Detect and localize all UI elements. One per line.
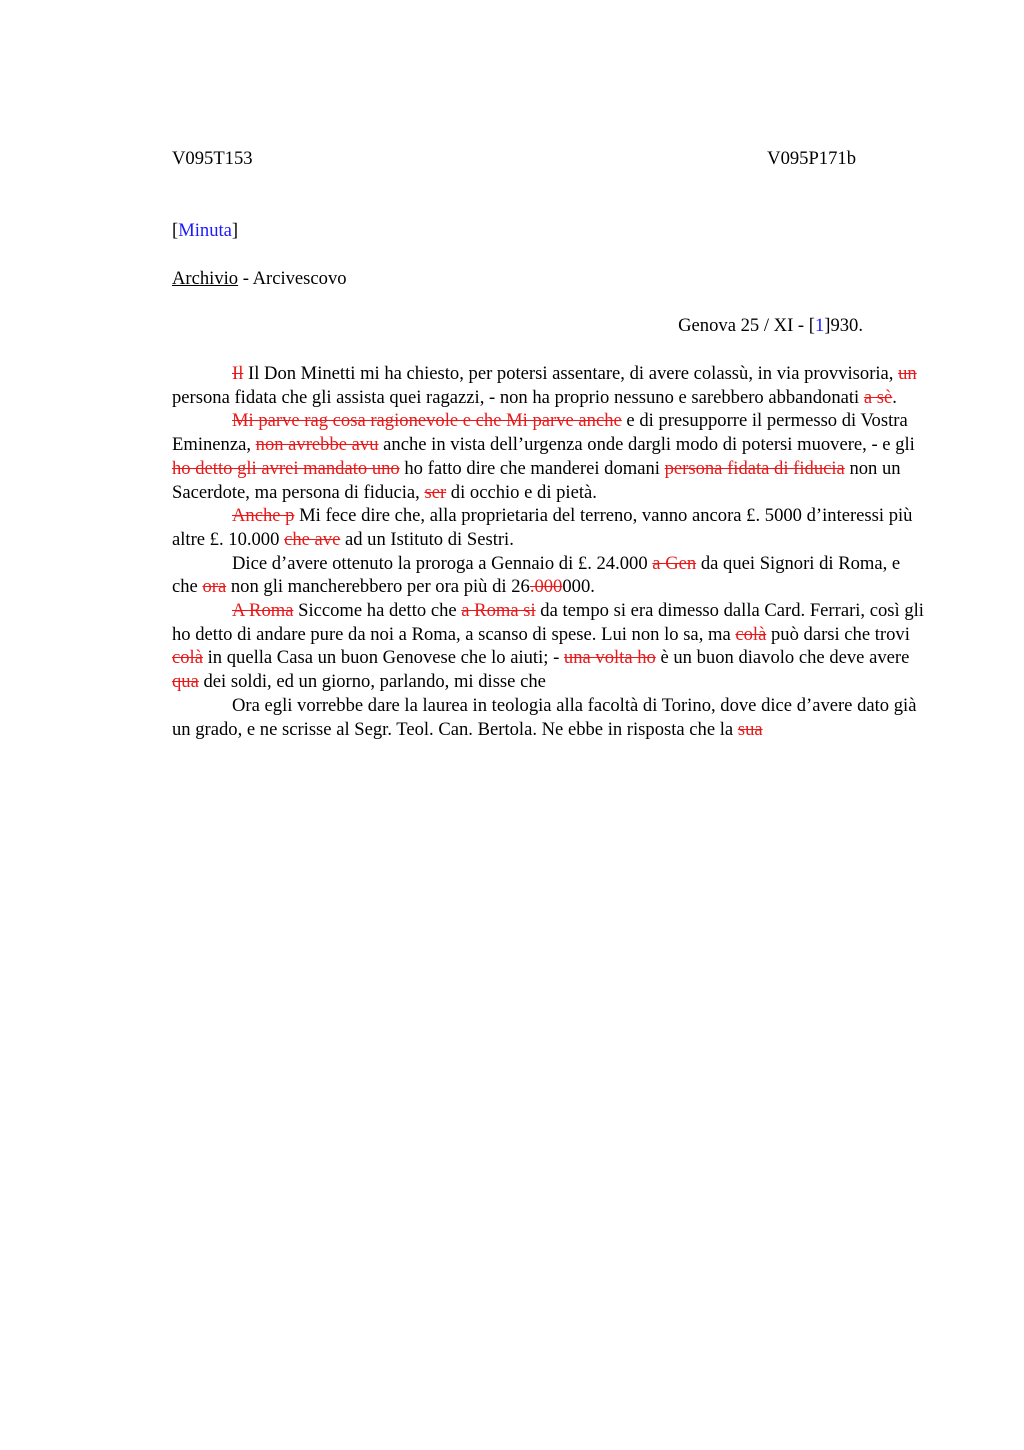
- dateline: [678, 314, 863, 338]
- bracket-close: ]: [231, 220, 239, 241]
- deleted-text: qua: [172, 671, 199, 693]
- letter-paragraph: [172, 552, 926, 599]
- body-text-segment: 000.: [562, 576, 595, 598]
- archive-rest: - Arcivescovo: [238, 268, 347, 289]
- deleted-text: a Roma si: [461, 600, 536, 622]
- bracket-open: [: [172, 220, 179, 241]
- deleted-text: persona fidata di fiducia: [664, 457, 845, 479]
- body-text-segment: Ora egli vorrebbe dare la laurea in teologia alla facoltà di Torino, dove dice d’avere dato già un grado, e ne scrisse al Segr. Teol. Can. Bertola. Ne ebbe in risposta che la: [172, 694, 917, 740]
- deleted-text: Anche p: [232, 505, 295, 527]
- deleted-text: ora: [202, 576, 227, 598]
- deleted-text: che ave: [284, 528, 341, 550]
- deleted-text: Il: [232, 363, 244, 384]
- body-text-segment: in quella Casa un buon Genovese che lo aiuti; -: [202, 647, 564, 669]
- deleted-text: non avrebbe avu: [255, 434, 379, 456]
- body-text-segment: Dice d’avere ottenuto la proroga a Gennaio di £. 24.000: [232, 552, 653, 574]
- deleted-text: a sè: [863, 386, 893, 408]
- body-text-segment: di occhio e di pietà.: [446, 481, 597, 503]
- letter-paragraph: [172, 362, 926, 409]
- body-text-segment: .: [892, 386, 897, 408]
- body-text-segment: non gli mancherebbero per ora più di 26: [226, 576, 530, 598]
- archive-line: [172, 267, 347, 291]
- deleted-text: una volta ho: [563, 647, 656, 669]
- minuta-text: Minuta: [178, 220, 232, 241]
- deleted-text: .000: [529, 576, 563, 598]
- body-text-segment: Il Don Minetti mi ha chiesto, per potersi assentare, di avere colassù, in via provvisoria,: [243, 363, 899, 384]
- document-code-left: V095T153: [172, 148, 253, 169]
- body-text-segment: e di presupporre il permesso di Vostra Eminenza,: [172, 410, 908, 456]
- deleted-text: A Roma: [232, 600, 294, 622]
- letter-paragraph: [172, 694, 926, 741]
- minuta-label: [172, 219, 238, 243]
- body-text-segment: non un Sacerdote, ma persona di fiducia,: [172, 457, 901, 503]
- letter-paragraph: [172, 504, 926, 551]
- deleted-text: un: [898, 363, 917, 384]
- body-text-segment: dei soldi, ed un giorno, parlando, mi disse che: [198, 671, 546, 693]
- body-text-segment: è un buon diavolo che deve avere: [655, 647, 910, 669]
- letter-body: [172, 362, 926, 741]
- document-code-right: V095P171b: [767, 148, 856, 169]
- dateline-bracketed-digit: 1: [814, 315, 825, 336]
- body-text-segment: da tempo si era dimesso dalla Card. Ferrari, così gli ho detto di andare pure da noi a Roma, a scanso di spese. Lui non lo sa, ma: [172, 600, 924, 645]
- body-text-segment: può darsi che trovi: [766, 623, 910, 645]
- body-text-segment: Mi fece dire che, alla proprietaria del terreno, vanno ancora £. 5000 d’interessi più altre £. 10.000: [172, 505, 913, 550]
- deleted-text: colà: [735, 623, 767, 645]
- body-text-segment: ad un Istituto di Sestri.: [340, 528, 514, 550]
- deleted-text: sua: [737, 718, 763, 740]
- body-text-segment: ho fatto dire che manderei domani: [399, 457, 665, 479]
- body-text-segment: da quei Signori di Roma, e che: [172, 552, 901, 598]
- deleted-text: colà: [172, 647, 203, 669]
- letter-paragraph: [172, 599, 926, 694]
- archive-underlined: Archivio: [172, 268, 239, 289]
- dateline-after: ]930.: [824, 315, 863, 336]
- body-text-segment: Siccome ha detto che: [293, 600, 462, 622]
- deleted-text: Mi parve rag cosa ragionevole e che Mi parve anche: [232, 410, 622, 432]
- deleted-text: a Gen: [652, 552, 697, 574]
- deleted-text: ser: [424, 481, 447, 503]
- body-text-segment: anche in vista dell’urgenza onde dargli modo di potersi muovere, - e gli: [378, 434, 915, 456]
- letter-paragraph: [172, 409, 926, 504]
- deleted-text: ho detto gli avrei mandato uno: [172, 457, 400, 479]
- dateline-before: Genova 25 / XI - [: [678, 315, 815, 336]
- document-header: [172, 147, 856, 171]
- body-text-segment: persona fidata che gli assista quei ragazzi, - non ha proprio nessuno e sarebbero abbandonati: [172, 386, 864, 408]
